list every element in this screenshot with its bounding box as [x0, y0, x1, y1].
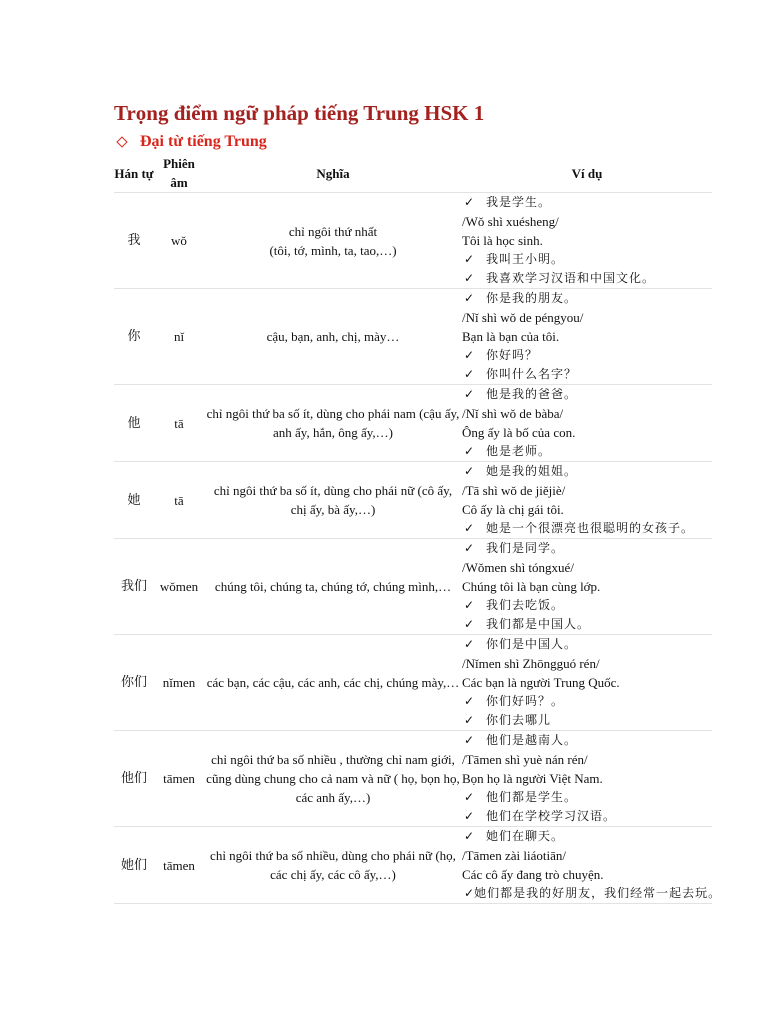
- checkmark-icon: ✓: [464, 291, 475, 305]
- example-item: [462, 519, 712, 538]
- example-item: [462, 711, 712, 730]
- example-item: [462, 807, 712, 826]
- example-chinese: 她们都是我的好朋友，我们经常一起去玩。: [474, 886, 722, 900]
- header-example: Ví dụ: [571, 165, 603, 181]
- checkmark-icon: ✓: [464, 252, 475, 266]
- cell-pinyin: tāmen: [163, 857, 195, 873]
- checkmark-icon: ✓: [464, 464, 475, 478]
- header-han: Hán tự: [114, 165, 154, 181]
- example-pinyin: /Wǒmen shì tóngxué/: [462, 560, 574, 575]
- checkmark-icon: ✓: [464, 694, 475, 708]
- pronoun-table: [114, 154, 722, 904]
- example-pinyin: /Tāmen zài liáotiān/: [462, 848, 566, 863]
- cell-meaning: chúng tôi, chúng ta, chúng tớ, chúng mình,…: [214, 579, 452, 594]
- table-body: [114, 193, 722, 904]
- example-chinese: 你是我的朋友。: [486, 291, 578, 305]
- example-chinese: 他是老师。: [486, 444, 552, 458]
- checkmark-icon: ✓: [464, 195, 475, 209]
- cell-pinyin: nǐ: [173, 329, 185, 344]
- cell-han: 我们: [120, 579, 147, 594]
- checkmark-icon: ✓: [464, 444, 475, 458]
- checkmark-icon: ✓: [464, 541, 475, 555]
- cell-examples: [462, 385, 712, 462]
- cell-meaning: chỉ ngôi thứ ba số nhiều , thường chỉ nam giới, cũng dùng chung cho cả nam và nữ ( họ, bọn họ, các anh ấy,…): [206, 752, 460, 805]
- example-chinese: 他们在学校学习汉语。: [486, 809, 617, 823]
- page-title: Trọng điểm ngữ pháp tiếng Trung HSK 1: [114, 101, 485, 125]
- cell-examples: [462, 193, 712, 289]
- example-item: [462, 692, 712, 711]
- example-item: [462, 442, 712, 461]
- cell-han: 他们: [120, 771, 147, 786]
- example-item: [462, 289, 712, 308]
- checkmark-icon: ✓: [464, 348, 475, 362]
- example-item: [462, 346, 712, 365]
- cell-examples: [462, 635, 712, 731]
- cell-meaning: chỉ ngôi thứ ba số ít, dùng cho phái nam (cậu ấy, anh ấy, hắn, ông ấy,…): [206, 406, 460, 440]
- example-chinese: 她是我的姐姐。: [486, 464, 578, 478]
- example-chinese: 他是我的爸爸。: [486, 387, 578, 401]
- example-chinese: 她们在聊天。: [486, 829, 565, 843]
- example-translation: Bạn là bạn của tôi.: [462, 329, 560, 344]
- checkmark-icon: ✓: [464, 829, 475, 843]
- example-chinese: 你们去哪儿: [486, 713, 552, 727]
- checkmark-icon: ✓: [464, 733, 475, 747]
- table-row: [114, 827, 712, 904]
- cell-examples: [462, 462, 712, 539]
- cell-meaning: chỉ ngôi thứ nhất (tôi, tớ, mình, ta, tao,…): [269, 223, 397, 258]
- cell-meaning: chỉ ngôi thứ ba số ít, dùng cho phái nữ (cô ấy, chị ấy, bà ấy,…): [213, 483, 453, 517]
- checkmark-icon: ✓: [464, 521, 475, 535]
- example-chinese: 你好吗？: [486, 348, 539, 362]
- cell-examples: [462, 539, 712, 635]
- example-item: [462, 269, 712, 288]
- header-meaning: Nghĩa: [316, 165, 350, 181]
- example-chinese: 你叫什么名字？: [486, 367, 578, 381]
- cell-han: 你: [127, 329, 141, 344]
- table-row: [114, 462, 712, 539]
- table-row: [114, 193, 712, 289]
- example-item: [462, 385, 712, 404]
- section-title: Đại từ tiếng Trung: [140, 133, 267, 150]
- example-chinese: 我叫王小明。: [486, 252, 565, 266]
- cell-pinyin: tāmen: [163, 771, 195, 786]
- checkmark-icon: ✓: [464, 271, 475, 285]
- table-row: [114, 289, 712, 385]
- example-pinyin: /Nǐ shì wǒ de bàba/: [462, 406, 564, 421]
- cell-pinyin: tā: [174, 492, 184, 508]
- example-item: [462, 615, 712, 634]
- checkmark-icon: ✓: [464, 637, 475, 651]
- cell-examples: [462, 827, 722, 904]
- example-translation: Các bạn là người Trung Quốc.: [462, 675, 620, 690]
- cell-meaning: cậu, bạn, anh, chị, mày…: [266, 329, 400, 344]
- example-item: [462, 596, 712, 615]
- cell-meaning: các bạn, các cậu, các anh, các chị, chúng mày,…: [206, 675, 460, 690]
- example-translation: Bọn họ là người Việt Nam.: [462, 771, 603, 786]
- table-row: [114, 539, 712, 635]
- example-translation: Tôi là học sinh.: [462, 233, 543, 248]
- example-chinese: 他们是越南人。: [486, 733, 578, 747]
- example-item: [462, 250, 712, 269]
- example-chinese: 我喜欢学习汉语和中国文化。: [486, 271, 656, 285]
- example-item: [462, 539, 712, 558]
- example-chinese: 我们都是中国人。: [486, 617, 591, 631]
- table-row: [114, 635, 712, 731]
- example-item: [462, 193, 712, 212]
- example-translation: Chúng tôi là bạn cùng lớp.: [462, 579, 601, 594]
- checkmark-icon: ✓: [464, 790, 475, 804]
- example-pinyin: /Nǐ shì wǒ de péngyou/: [462, 310, 584, 325]
- cell-han: 我: [127, 233, 141, 248]
- example-chinese: 你们是中国人。: [486, 637, 578, 651]
- table-header-row: [114, 154, 712, 193]
- cell-han: 你们: [120, 675, 147, 690]
- cell-han: 她: [127, 492, 141, 508]
- example-chinese: 我是学生。: [486, 195, 552, 209]
- example-item: [462, 788, 712, 807]
- example-item: [462, 365, 712, 384]
- checkmark-icon: ✓: [464, 809, 475, 823]
- diamond-bullet-icon: [116, 136, 127, 147]
- cell-han: 他: [127, 415, 141, 431]
- checkmark-icon: ✓: [464, 713, 475, 727]
- example-pinyin: /Tā shì wǒ de jiějiè/: [462, 483, 566, 498]
- section-heading: [114, 130, 714, 154]
- example-item: [462, 462, 712, 481]
- cell-examples: [462, 731, 712, 827]
- example-chinese: 我们是同学。: [486, 541, 565, 555]
- example-pinyin: /Tāmen shì yuè nán rén/: [462, 752, 588, 767]
- cell-pinyin: nǐmen: [162, 675, 196, 690]
- table-row: [114, 731, 712, 827]
- example-translation: Các cô ấy đang trò chuyện.: [462, 867, 604, 882]
- checkmark-icon: ✓: [464, 367, 475, 381]
- example-chinese: 她是一个很漂亮也很聪明的女孩子。: [486, 521, 695, 535]
- table-row: [114, 385, 712, 462]
- example-item: [462, 884, 722, 903]
- cell-han: 她们: [120, 857, 147, 873]
- example-item: [462, 731, 712, 750]
- checkmark-icon: ✓: [464, 886, 475, 900]
- cell-pinyin: wǒ: [171, 233, 187, 248]
- checkmark-icon: ✓: [464, 617, 475, 631]
- header-pinyin: Phiên âm: [163, 156, 195, 190]
- cell-pinyin: tā: [174, 415, 184, 431]
- cell-pinyin: wǒmen: [159, 579, 199, 594]
- example-item: [462, 635, 712, 654]
- example-translation: Ông ấy là bố của con.: [462, 425, 576, 440]
- example-chinese: 你们好吗？。: [486, 694, 565, 708]
- example-chinese: 我们去吃饭。: [486, 598, 565, 612]
- document-page: [114, 98, 722, 904]
- cell-meaning: chỉ ngôi thứ ba số nhiều, dùng cho phái nữ (họ, các chị ấy, các cô ấy,…): [210, 848, 456, 882]
- example-item: [462, 827, 712, 846]
- checkmark-icon: ✓: [464, 387, 475, 401]
- example-chinese: 他们都是学生。: [486, 790, 578, 804]
- example-pinyin: /Nǐmen shì Zhōngguó rén/: [462, 656, 600, 671]
- checkmark-icon: ✓: [464, 598, 475, 612]
- example-pinyin: /Wǒ shì xuésheng/: [462, 214, 559, 229]
- example-translation: Cô ấy là chị gái tôi.: [462, 502, 564, 517]
- cell-examples: [462, 289, 712, 385]
